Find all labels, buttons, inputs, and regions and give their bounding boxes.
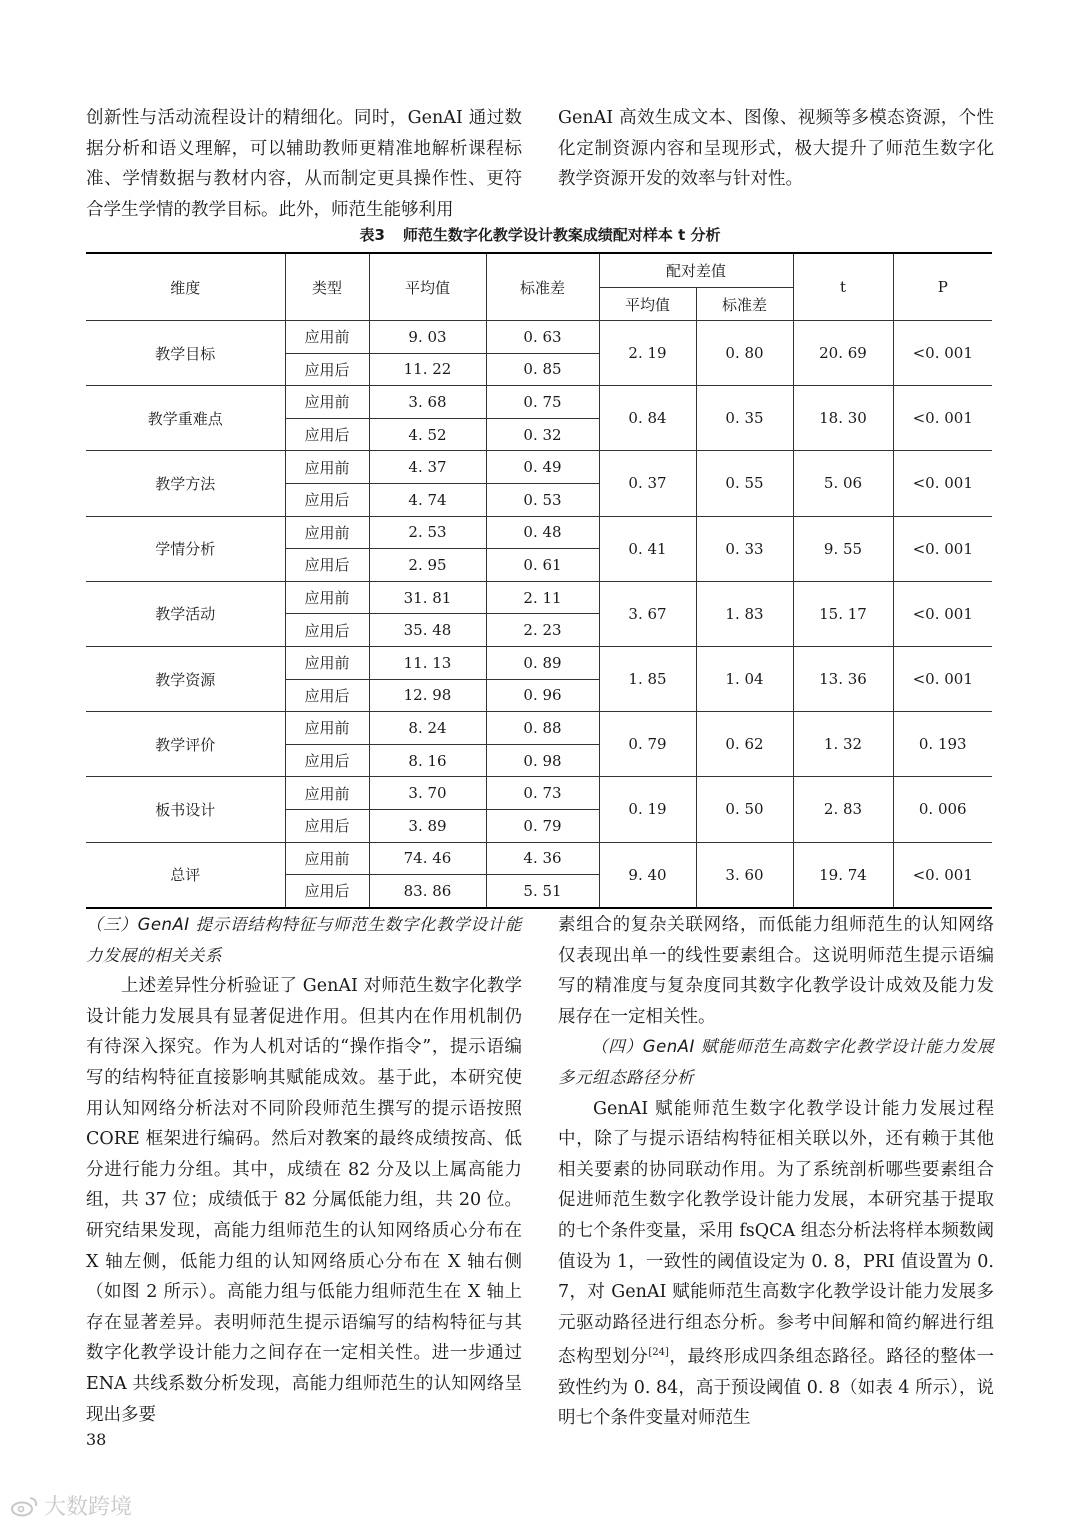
header-mean: 平均值 — [369, 253, 486, 321]
cell-sd: 2. 23 — [486, 614, 599, 647]
paragraph: 创新性与活动流程设计的精细化。同时，GenAI 通过数据分析和语义理解，可以辅助教师更精准地解析课程标准、学情数据与教材内容，从而制定更具操作性、更符合学生学情的教学目标。此外，师范生能够利用 — [86, 108, 522, 220]
cell-t: 9. 55 — [793, 516, 893, 581]
cell-mean: 74. 46 — [369, 842, 486, 875]
header-sd: 标准差 — [486, 253, 599, 321]
cell-sd: 0. 32 — [486, 418, 599, 451]
cell-type: 应用后 — [285, 549, 369, 582]
cell-t: 1. 32 — [793, 712, 893, 777]
cell-type: 应用前 — [285, 712, 369, 745]
cell-sd: 0. 63 — [486, 321, 599, 354]
header-paired-mean: 平均值 — [599, 288, 696, 321]
watermark — [10, 1490, 132, 1521]
paragraph: GenAI 高效生成文本、图像、视频等多模态资源，个性化定制资源内容和呈现形式，极大提升了师范生数字化教学资源开发的效率与针对性。 — [558, 108, 994, 190]
cell-type: 应用后 — [285, 418, 369, 451]
cell-t: 2. 83 — [793, 777, 893, 842]
cell-sd: 0. 73 — [486, 777, 599, 810]
cell-type: 应用前 — [285, 386, 369, 419]
cell-paired-mean: 0. 37 — [599, 451, 696, 516]
cell-p: <0. 001 — [893, 581, 992, 646]
cell-type: 应用前 — [285, 451, 369, 484]
cell-p: <0. 001 — [893, 842, 992, 908]
cell-mean: 31. 81 — [369, 581, 486, 614]
left-column-bottom — [86, 910, 522, 1430]
cell-paired-mean: 0. 79 — [599, 712, 696, 777]
cell-mean: 35. 48 — [369, 614, 486, 647]
cell-sd: 0. 89 — [486, 646, 599, 679]
cell-paired-sd: 0. 55 — [696, 451, 793, 516]
cell-paired-sd: 0. 62 — [696, 712, 793, 777]
cell-type: 应用后 — [285, 809, 369, 842]
left-column-top — [86, 103, 522, 225]
cell-t: 5. 06 — [793, 451, 893, 516]
cell-mean: 3. 89 — [369, 809, 486, 842]
cell-paired-mean: 2. 19 — [599, 321, 696, 386]
cell-p: 0. 006 — [893, 777, 992, 842]
cell-type: 应用后 — [285, 679, 369, 712]
cell-mean: 2. 53 — [369, 516, 486, 549]
cell-paired-mean: 9. 40 — [599, 842, 696, 908]
cell-t: 13. 36 — [793, 646, 893, 711]
cell-sd: 0. 75 — [486, 386, 599, 419]
cell-mean: 4. 37 — [369, 451, 486, 484]
cell-mean: 11. 22 — [369, 353, 486, 386]
header-type: 类型 — [285, 253, 369, 321]
cell-dimension: 教学评价 — [86, 712, 285, 777]
cell-sd: 0. 61 — [486, 549, 599, 582]
paragraph: 素组合的复杂关联网络，而低能力组师范生的认知网络仅表现出单一的线性要素组合。这说明师范生提示语编写的精准度与复杂度同其数字化教学设计成效及能力发展存在一定相关性。 — [558, 915, 994, 1027]
paragraph-text: GenAI 赋能师范生数字化教学设计能力发展过程中，除了与提示语结构特征相关联以外，还有赖于其他相关要素的协同联动作用。为了系统剖析哪些要素组合促进师范生数字化教学设计能力发展，本研究基于提取的七个条件变量，采用 fsQCA 组态分析法将样本频数阈值设为 1，一致性的阈值设定为 0. 8，PRI 值设置为 0. 7，对 GenAI 赋能师范生高数字化教学设计能力发展多元驱动路径进行组态分析。参考中间解和简约解进行组态构型划分 — [558, 1098, 994, 1368]
cell-mean: 9. 03 — [369, 321, 486, 354]
cell-type: 应用前 — [285, 321, 369, 354]
header-paired-sd: 标准差 — [696, 288, 793, 321]
paragraph — [558, 1094, 994, 1434]
paragraph-text: ，最终形成四条组态路径。路径的整体一致性约为 0. 84，高于预设阈值 0. 8（如表 4 所示），说明七个条件变量对师范生 — [558, 1347, 995, 1429]
cell-p: <0. 001 — [893, 516, 992, 581]
cell-type: 应用前 — [285, 777, 369, 810]
cell-paired-sd: 0. 33 — [696, 516, 793, 581]
table-number: 表3 — [359, 226, 385, 244]
right-column-bottom — [558, 910, 994, 1434]
cell-dimension: 教学重难点 — [86, 386, 285, 451]
table-row — [86, 386, 992, 419]
table-row — [86, 516, 992, 549]
section-heading-3: （三）GenAI 提示语结构特征与师范生数字化教学设计能力发展的相关关系 — [86, 915, 522, 965]
cell-paired-mean: 0. 19 — [599, 777, 696, 842]
table-row — [86, 646, 992, 679]
cell-paired-sd: 0. 80 — [696, 321, 793, 386]
cell-sd: 0. 49 — [486, 451, 599, 484]
cell-mean: 4. 52 — [369, 418, 486, 451]
cell-paired-mean: 3. 67 — [599, 581, 696, 646]
cell-sd: 0. 96 — [486, 679, 599, 712]
cell-paired-sd: 0. 35 — [696, 386, 793, 451]
cell-mean: 11. 13 — [369, 646, 486, 679]
cell-sd: 2. 11 — [486, 581, 599, 614]
right-column-top — [558, 103, 994, 195]
cell-type: 应用后 — [285, 614, 369, 647]
cell-paired-sd: 3. 60 — [696, 842, 793, 908]
cell-p: <0. 001 — [893, 321, 992, 386]
header-paired-diff: 配对差值 — [599, 253, 793, 288]
cell-type: 应用后 — [285, 353, 369, 386]
cell-type: 应用前 — [285, 646, 369, 679]
paragraph: 上述差异性分析验证了 GenAI 对师范生数字化教学设计能力发展具有显著促进作用。但其内在作用机制仍有待深入探究。作为人机对话的“操作指令”，提示语编写的结构特征直接影响其赋能成效。基于此，本研究使用认知网络分析法对不同阶段师范生撰写的提示语按照 CORE 框架进行编码。然后对教案的最终成绩按高、低分进行能力分组。其中，成绩在 82 分及以上属高能力组，共 37 位；成绩低于 82 分属低能力组，共 20 位。研究结果发现，高能力组师范生的认知网络质心分布在 X 轴左侧，低能力组的认知网络质心分布在 X 轴右侧（如图 2 所示）。高能力组与低能力组师范生在 X 轴上存在显著差异。表明师范生提示语编写的结构特征与其数字化教学设计能力之间存在一定相关性。进一步通过 ENA 共线系数分析发现，高能力组师范生的认知网络呈现出多要 — [86, 976, 522, 1425]
cell-dimension: 总评 — [86, 842, 285, 908]
cell-dimension: 学情分析 — [86, 516, 285, 581]
cell-sd: 0. 88 — [486, 712, 599, 745]
section-heading-4: （四）GenAI 赋能师范生高数字化教学设计能力发展多元组态路径分析 — [558, 1037, 994, 1087]
cell-mean: 2. 95 — [369, 549, 486, 582]
cell-sd: 4. 36 — [486, 842, 599, 875]
table-caption — [0, 224, 1080, 245]
cell-type: 应用后 — [285, 483, 369, 516]
cell-mean: 8. 16 — [369, 744, 486, 777]
table-row — [86, 842, 992, 875]
cell-p: <0. 001 — [893, 646, 992, 711]
table-row — [86, 321, 992, 354]
header-dimension: 维度 — [86, 253, 285, 321]
cell-dimension: 教学方法 — [86, 451, 285, 516]
table-title: 师范生数字化教学设计教案成绩配对样本 t 分析 — [402, 226, 721, 244]
cell-type: 应用后 — [285, 875, 369, 908]
table-body — [86, 321, 992, 908]
watermark-text: 大数跨境 — [44, 1495, 133, 1520]
cell-type: 应用前 — [285, 516, 369, 549]
cell-t: 15. 17 — [793, 581, 893, 646]
cell-dimension: 板书设计 — [86, 777, 285, 842]
cell-t: 19. 74 — [793, 842, 893, 908]
cell-p: <0. 001 — [893, 451, 992, 516]
page-number: 38 — [86, 1430, 107, 1449]
table-row — [86, 451, 992, 484]
cell-paired-mean: 0. 41 — [599, 516, 696, 581]
weibo-logo-icon — [10, 1495, 40, 1517]
cell-type: 应用前 — [285, 581, 369, 614]
cell-p: <0. 001 — [893, 386, 992, 451]
cell-mean: 3. 68 — [369, 386, 486, 419]
cell-paired-mean: 1. 85 — [599, 646, 696, 711]
table-row — [86, 581, 992, 614]
citation: [24] — [648, 1347, 669, 1359]
cell-sd: 0. 79 — [486, 809, 599, 842]
cell-sd: 0. 53 — [486, 483, 599, 516]
cell-mean: 12. 98 — [369, 679, 486, 712]
cell-mean: 8. 24 — [369, 712, 486, 745]
cell-p: 0. 193 — [893, 712, 992, 777]
cell-paired-mean: 0. 84 — [599, 386, 696, 451]
cell-type: 应用后 — [285, 744, 369, 777]
header-t: t — [793, 253, 893, 321]
table-row — [86, 712, 992, 745]
cell-paired-sd: 1. 04 — [696, 646, 793, 711]
cell-sd: 0. 85 — [486, 353, 599, 386]
cell-sd: 0. 48 — [486, 516, 599, 549]
cell-dimension: 教学目标 — [86, 321, 285, 386]
cell-dimension: 教学活动 — [86, 581, 285, 646]
cell-mean: 3. 70 — [369, 777, 486, 810]
cell-mean: 83. 86 — [369, 875, 486, 908]
cell-mean: 4. 74 — [369, 483, 486, 516]
cell-sd: 5. 51 — [486, 875, 599, 908]
table-row — [86, 777, 992, 810]
cell-t: 20. 69 — [793, 321, 893, 386]
cell-t: 18. 30 — [793, 386, 893, 451]
cell-sd: 0. 98 — [486, 744, 599, 777]
paired-t-test-table — [86, 252, 992, 909]
cell-dimension: 教学资源 — [86, 646, 285, 711]
header-p: P — [893, 253, 992, 321]
cell-paired-sd: 1. 83 — [696, 581, 793, 646]
cell-paired-sd: 0. 50 — [696, 777, 793, 842]
cell-type: 应用前 — [285, 842, 369, 875]
